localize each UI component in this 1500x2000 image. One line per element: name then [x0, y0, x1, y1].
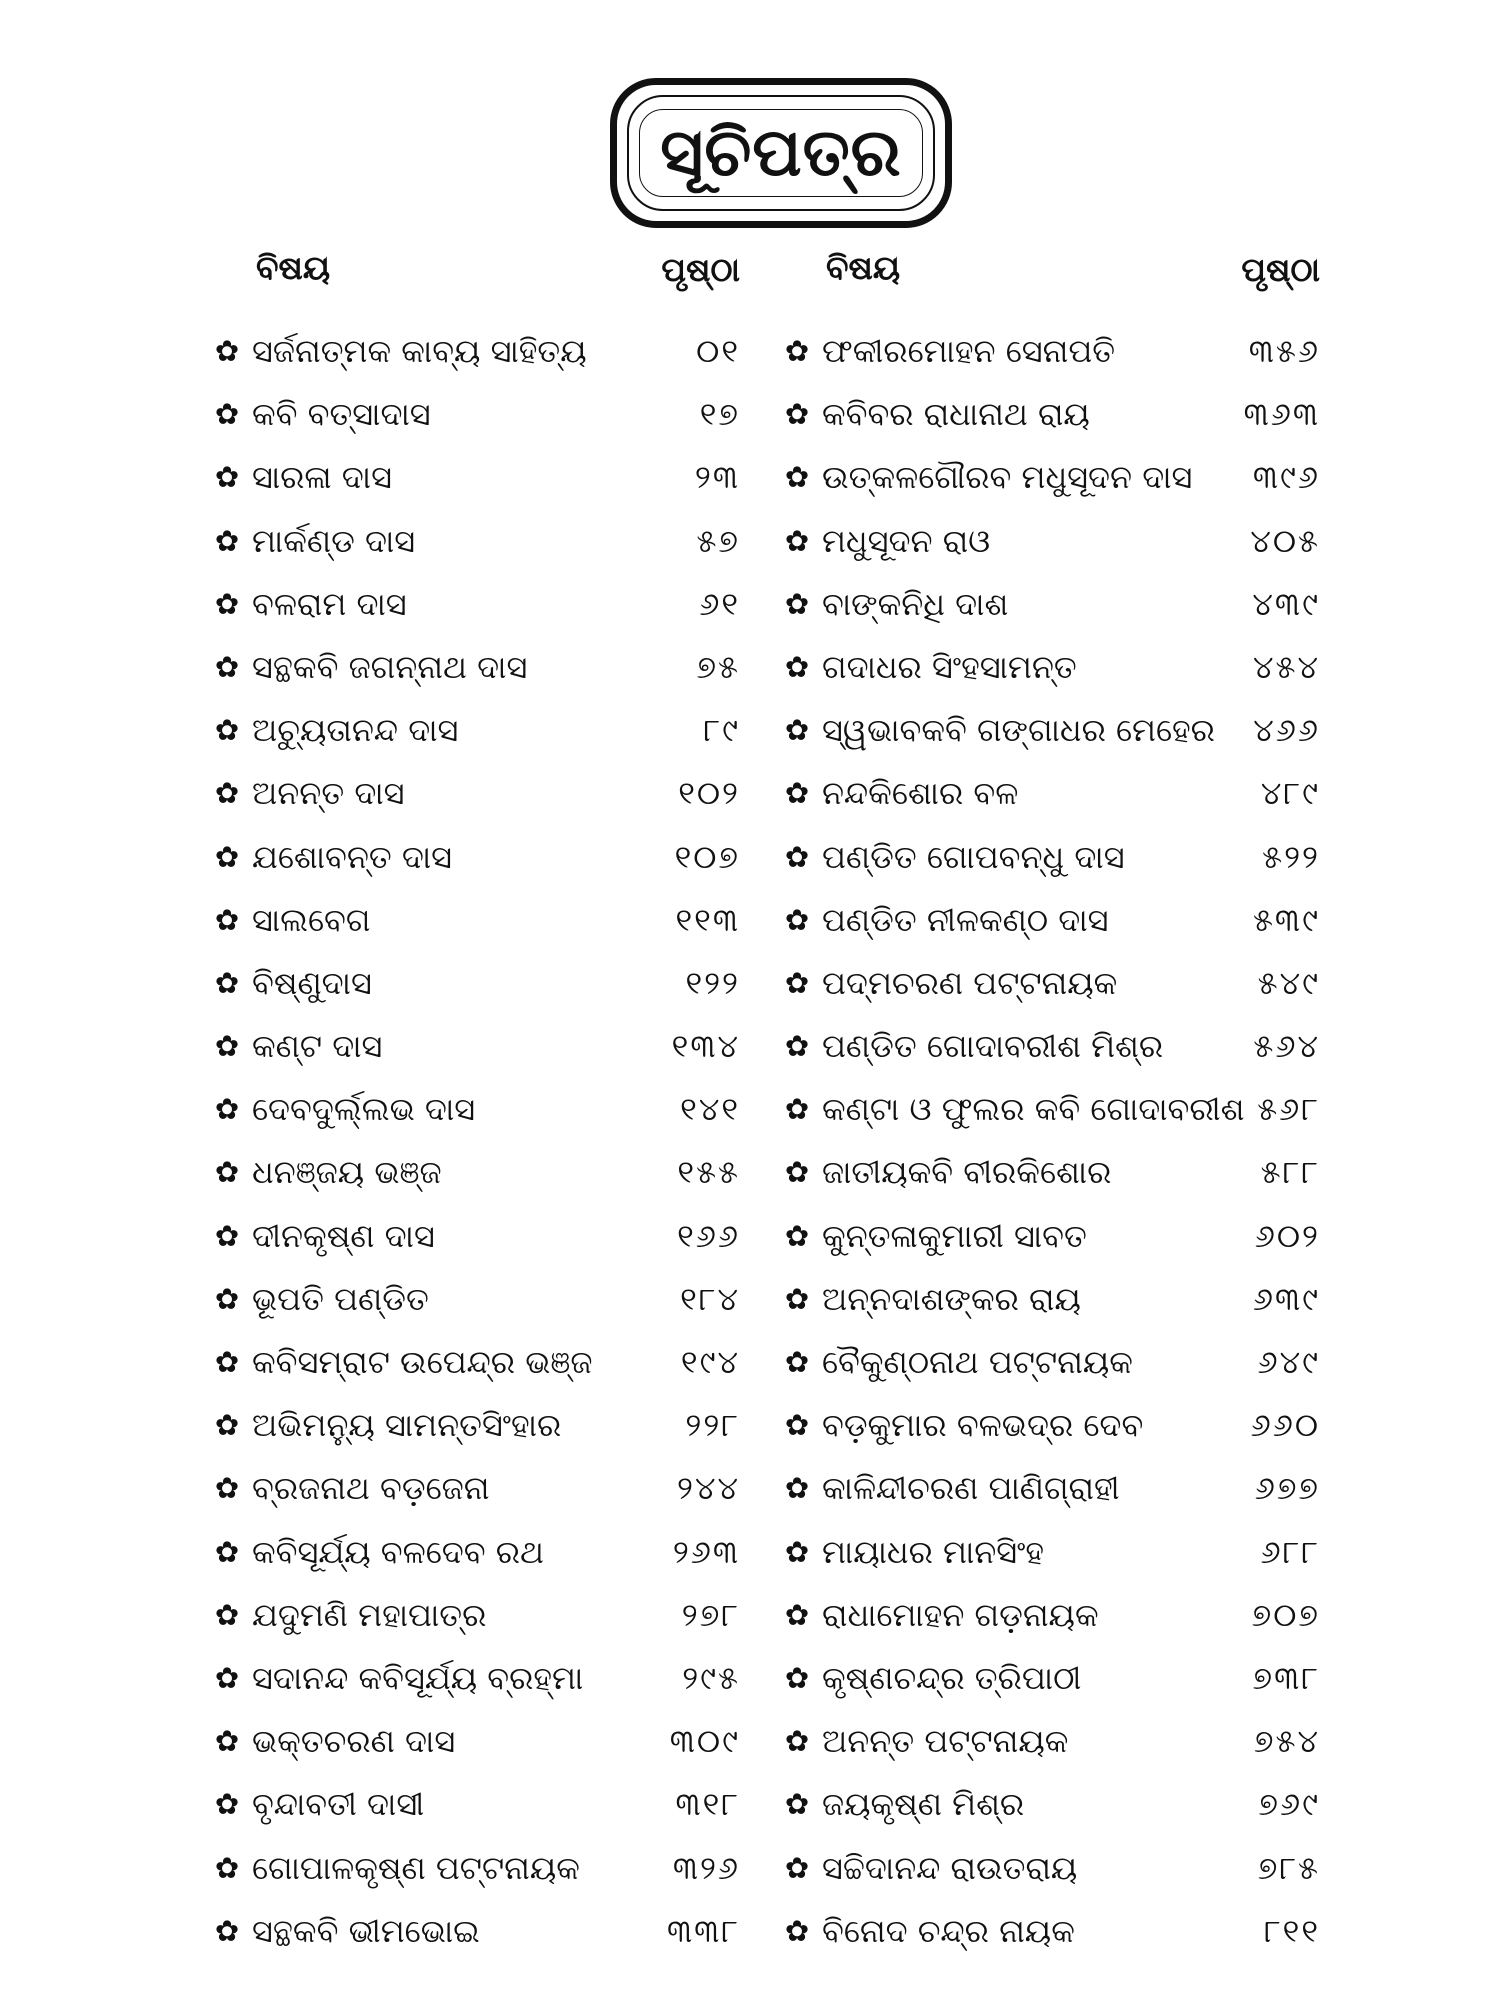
flower-bullet-icon: ✿ [214, 839, 240, 874]
page-number: ୨୪୪ [677, 1469, 740, 1508]
flower-bullet-icon: ✿ [784, 523, 810, 558]
flower-bullet-icon: ✿ [214, 1029, 240, 1064]
flower-bullet-icon: ✿ [784, 1471, 810, 1506]
list-item [210, 1205, 740, 1268]
entry-title: ମଧୁସୂଦନ ରାଓ [822, 521, 991, 560]
page-number: ୬୮୮ [1260, 1532, 1320, 1571]
flower-bullet-icon: ✿ [784, 1029, 810, 1064]
entry-title: ଗଦାଧର ସିଂହସାମନ୍ତ [822, 647, 1077, 686]
list-item [210, 1141, 740, 1204]
page-number: ୧୬୬ [677, 1216, 740, 1255]
entry-title: ଉତ୍କଳଗୌରବ ମଧୁସୂଦନ ଦାସ [822, 458, 1193, 497]
entry-title: ମାର୍କଣ୍ଡ ଦାସ [252, 521, 416, 560]
list-item [210, 699, 740, 762]
entry-title: ଯଶୋବନ୍ତ ଦାସ [252, 837, 453, 876]
entry-title: କଣ୍ଟ ଦାସ [252, 1027, 383, 1066]
flower-bullet-icon: ✿ [214, 334, 240, 368]
flower-bullet-icon: ✿ [784, 397, 810, 432]
flower-bullet-icon: ✿ [784, 1281, 810, 1316]
page-number: ୪୦୫ [1250, 521, 1320, 560]
list-item [780, 446, 1320, 509]
list-item [780, 1141, 1320, 1204]
list-item [780, 1900, 1320, 1963]
entry-title: ସଚ୍ଚିଦାନନ୍ଦ ରାଉତରାୟ [822, 1848, 1078, 1887]
entry-title: ସାଲବେଗ [252, 900, 371, 939]
entry-title: କୁନ୍ତଳାକୁମାରୀ ସାବତ [822, 1216, 1087, 1255]
entry-title: ମାୟାଧର ମାନସିଂହ [822, 1532, 1045, 1571]
page-number: ୩୦୯ [669, 1722, 740, 1761]
entry-title: ବିନୋଦ ଚନ୍ଦ୍ର ନାୟକ [822, 1911, 1075, 1950]
flower-bullet-icon: ✿ [784, 839, 810, 874]
flower-bullet-icon: ✿ [784, 902, 810, 937]
flower-bullet-icon: ✿ [214, 397, 240, 432]
page-number: ୫୮୮ [1260, 1153, 1320, 1192]
flower-bullet-icon: ✿ [214, 1471, 240, 1506]
list-item [210, 1900, 740, 1963]
entry-title: ବଡ଼କୁମାର ବଳଭଦ୍ର ଦେବ [822, 1406, 1144, 1445]
entry-title: କବିସମ୍ରାଟ ଉପେନ୍ଦ୍ର ଭଞ୍ଜ [252, 1343, 593, 1381]
page-number: ୩୫୬ [1248, 332, 1320, 370]
flower-bullet-icon: ✿ [784, 965, 810, 1000]
list-item [210, 510, 740, 573]
page-number: ୧୧୩ [675, 900, 740, 939]
entry-title: କବିବର ରାଧାନାଥ ରାୟ [822, 395, 1090, 434]
list-item [210, 1331, 740, 1394]
flower-bullet-icon: ✿ [784, 776, 810, 811]
list-item [210, 1394, 740, 1457]
list-item [210, 1078, 740, 1141]
entry-title: କବି ବତ୍ସାଦାସ [252, 395, 431, 434]
list-item [780, 1457, 1320, 1520]
list-item [210, 826, 740, 889]
page-number: ୧୨୨ [685, 963, 740, 1002]
flower-bullet-icon: ✿ [214, 1597, 240, 1632]
entry-title: ପଣ୍ଡିତ ଗୋଦାବରୀଶ ମିଶ୍ର [822, 1027, 1164, 1066]
page-number: ୨୨୮ [685, 1406, 740, 1445]
page-number: ୧୩୪ [671, 1027, 740, 1066]
page-number: ୬୩୯ [1252, 1279, 1320, 1318]
list-item [780, 889, 1320, 952]
page-number: ୮୯ [703, 711, 740, 750]
list-item [210, 446, 740, 509]
page-number: ୫୬୪ [1253, 1027, 1320, 1066]
subject-header: ବିଷୟ [256, 248, 331, 287]
page-number: ୧୦୭ [674, 837, 740, 876]
list-item [210, 320, 740, 383]
page-number: ୬୬୦ [1250, 1406, 1320, 1445]
flower-bullet-icon: ✿ [214, 1092, 240, 1127]
page-number: ୧୭ [699, 395, 740, 434]
entry-title: ବ୍ରଜନାଥ ବଡ଼ଜେନା [252, 1469, 490, 1508]
flower-bullet-icon: ✿ [784, 1345, 810, 1379]
list-item [210, 1584, 740, 1647]
list-item [210, 1773, 740, 1836]
list-item [210, 1015, 740, 1078]
flower-bullet-icon: ✿ [784, 1913, 810, 1948]
flower-bullet-icon: ✿ [784, 1408, 810, 1443]
flower-bullet-icon: ✿ [214, 460, 240, 495]
page-header: ପୃଷ୍ଠା [1241, 250, 1320, 289]
entry-title: କବିସୂର୍ଯ୍ୟ ବଳଦେବ ରଥ [252, 1532, 544, 1571]
flower-bullet-icon: ✿ [214, 1787, 240, 1822]
page-number: ୬୦୨ [1254, 1216, 1320, 1255]
page-number: ୧୮୪ [680, 1279, 740, 1318]
flower-bullet-icon: ✿ [214, 1660, 240, 1695]
entry-title: ସନ୍ଥକବି ଭୀମଭୋଇ [252, 1911, 480, 1950]
right-column [780, 248, 1320, 1963]
list-item [780, 1710, 1320, 1773]
flower-bullet-icon: ✿ [784, 1597, 810, 1632]
entry-title: ବାଙ୍କନିଧି ଦାଶ [822, 584, 1009, 623]
entry-title: ଫକୀରମୋହନ ସେନାପତି [822, 332, 1116, 370]
page-number: ୧୯୪ [680, 1343, 740, 1381]
flower-bullet-icon: ✿ [214, 1345, 240, 1379]
entry-title: ସାରଳା ଦାସ [252, 458, 392, 497]
page-number: ୨୭୮ [681, 1595, 740, 1634]
list-item [210, 1457, 740, 1520]
flower-bullet-icon: ✿ [214, 523, 240, 558]
flower-bullet-icon: ✿ [784, 1155, 810, 1190]
flower-bullet-icon: ✿ [784, 1787, 810, 1822]
entry-title: ଅଚ୍ୟୁତାନନ୍ଦ ଦାସ [252, 711, 459, 750]
entry-title: ପଦ୍ମଚରଣ ପଟ୍ଟନାୟକ [822, 963, 1118, 1002]
flower-bullet-icon: ✿ [784, 334, 810, 368]
entry-title: ଅନନ୍ତ ଦାସ [252, 774, 405, 813]
entry-title: ଧନଞ୍ଜୟ ଭଞ୍ଜ [252, 1153, 442, 1192]
entry-title: ସ୍ୱଭାବକବି ଗଙ୍ଗାଧର ମେହେର [822, 711, 1215, 750]
entry-title: କଣ୍ଟା ଓ ଫୁଲର କବି ଗୋଦାବରୀଶ [822, 1090, 1245, 1129]
right-entry-list [780, 320, 1320, 1963]
page-number: ୪୮୯ [1260, 774, 1320, 813]
flower-bullet-icon: ✿ [784, 1218, 810, 1253]
entry-title: ଗୋପାଳକୃଷ୍ଣ ପଟ୍ଟନାୟକ [252, 1848, 580, 1887]
page-title: ସୂଚିପତ୍ର [660, 113, 902, 191]
list-item [780, 1078, 1320, 1141]
entry-title: ଦେବଦୁର୍ଲ୍ଲଭ ଦାସ [252, 1090, 476, 1129]
page-number: ୬୪୯ [1257, 1343, 1320, 1381]
flower-bullet-icon: ✿ [784, 649, 810, 684]
list-item [210, 889, 740, 952]
list-item [780, 1268, 1320, 1331]
flower-bullet-icon: ✿ [214, 1408, 240, 1443]
flower-bullet-icon: ✿ [784, 1660, 810, 1695]
entry-title: ରାଧାମୋହନ ଗଡ଼ନାୟକ [822, 1595, 1099, 1634]
page-number: ୬୭୭ [1254, 1469, 1320, 1508]
entry-title: ବଳରାମ ଦାସ [252, 584, 407, 623]
flower-bullet-icon: ✿ [784, 460, 810, 495]
page-number: ୭୫ [696, 647, 740, 686]
page-header: ପୃଷ୍ଠା [661, 250, 740, 289]
entry-title: ଅନ୍ନଦାଶଙ୍କର ରାୟ [822, 1279, 1081, 1318]
flower-bullet-icon: ✿ [784, 1534, 810, 1569]
flower-bullet-icon: ✿ [784, 1724, 810, 1759]
flower-bullet-icon: ✿ [214, 1281, 240, 1316]
flower-bullet-icon: ✿ [214, 776, 240, 811]
flower-bullet-icon: ✿ [784, 1850, 810, 1885]
right-column-header [780, 248, 1320, 302]
entry-title: ସଦାନନ୍ଦ କବିସୂର୍ଯ୍ୟ ବ୍ରହ୍ମା [252, 1658, 584, 1697]
entry-title: ପଣ୍ଡିତ ନୀଳକଣ୍ଠ ଦାସ [822, 900, 1109, 939]
entry-title: ଅନନ୍ତ ପଟ୍ଟନାୟକ [822, 1722, 1069, 1761]
entry-title: ଜାତୀୟକବି ବୀରକିଶୋର [822, 1153, 1112, 1192]
flower-bullet-icon: ✿ [214, 965, 240, 1000]
page-number: ୪୩୯ [1252, 584, 1320, 623]
list-item [780, 1331, 1320, 1394]
list-item [210, 1837, 740, 1900]
flower-bullet-icon: ✿ [214, 1850, 240, 1885]
list-item [210, 762, 740, 825]
entry-title: ଯଦୁମଣି ମହାପାତ୍ର [252, 1595, 487, 1634]
flower-bullet-icon: ✿ [784, 1092, 810, 1127]
list-item [780, 383, 1320, 446]
flower-bullet-icon: ✿ [214, 1534, 240, 1569]
flower-bullet-icon: ✿ [214, 586, 240, 621]
entry-title: ଅଭିମନ୍ୟୁ ସାମନ୍ତସିଂହାର [252, 1406, 562, 1445]
flower-bullet-icon: ✿ [214, 1913, 240, 1948]
list-item [210, 573, 740, 636]
page-number: ୭୬୯ [1258, 1785, 1320, 1824]
page-number: ୨୯୫ [682, 1658, 740, 1697]
page-number: ୫୭ [696, 521, 740, 560]
page-number: ୪୬୬ [1253, 711, 1320, 750]
page-number: ୫୩୯ [1252, 900, 1320, 939]
list-item [780, 1647, 1320, 1710]
entry-title: ଦୀନକୃଷ୍ଣ ଦାସ [252, 1216, 435, 1255]
page-number: ୩୬୩ [1243, 395, 1320, 434]
list-item [780, 1584, 1320, 1647]
page-number: ୭୫୪ [1253, 1722, 1320, 1761]
entry-title: ବିଷ୍ଣୁଦାସ [252, 963, 372, 1002]
page-number: ୫୬୮ [1257, 1090, 1320, 1129]
page-number: ୧୦୨ [678, 774, 740, 813]
page-number: ୦୧ [696, 332, 740, 370]
list-item [780, 826, 1320, 889]
subject-header: ବିଷୟ [826, 248, 901, 287]
list-item [780, 320, 1320, 383]
page-number: ୨୩ [694, 458, 740, 497]
entry-title: କୃଷ୍ଣଚନ୍ଦ୍ର ତ୍ରିପାଠୀ [822, 1658, 1082, 1697]
flower-bullet-icon: ✿ [214, 649, 240, 684]
list-item [210, 636, 740, 699]
list-item [210, 1647, 740, 1710]
left-column [210, 248, 740, 1963]
left-entry-list [210, 320, 740, 1963]
entry-title: ନନ୍ଦକିଶୋର ବଳ [822, 774, 1019, 813]
flower-bullet-icon: ✿ [214, 1218, 240, 1253]
flower-bullet-icon: ✿ [214, 1724, 240, 1759]
page-number: ୧୪୧ [680, 1090, 740, 1129]
page-number: ୭୮୫ [1257, 1848, 1320, 1887]
flower-bullet-icon: ✿ [784, 586, 810, 621]
list-item [780, 1394, 1320, 1457]
entry-title: ସନ୍ଥକବି ଜଗନ୍ନାଥ ଦାସ [252, 647, 528, 686]
page-number: ୩୧୮ [675, 1785, 740, 1824]
flower-bullet-icon: ✿ [784, 713, 810, 748]
list-item [780, 952, 1320, 1015]
list-item [780, 510, 1320, 573]
list-item [780, 1205, 1320, 1268]
list-item [780, 1773, 1320, 1836]
list-item [780, 1521, 1320, 1584]
page-number: ୫୪୯ [1257, 963, 1320, 1002]
entry-title: ବୈକୁଣ୍ଠନାଥ ପଟ୍ଟନାୟକ [822, 1343, 1133, 1381]
list-item [780, 1015, 1320, 1078]
list-item [780, 1837, 1320, 1900]
page-number: ୩୩୮ [666, 1911, 740, 1950]
page-number: ୫୨୨ [1262, 837, 1320, 876]
page-number: ୪୫୪ [1253, 647, 1320, 686]
entry-title: ବୃନ୍ଦାବତୀ ଦାସୀ [252, 1785, 425, 1824]
entry-title: ସର୍ଜନାତ୍ମକ କାବ୍ୟ ସାହିତ୍ୟ [252, 332, 587, 370]
flower-bullet-icon: ✿ [214, 1155, 240, 1190]
list-item [210, 952, 740, 1015]
page-number: ୩୨୬ [672, 1848, 740, 1887]
list-item [780, 762, 1320, 825]
list-item [210, 1268, 740, 1331]
entry-title: ଭକ୍ତଚରଣ ଦାସ [252, 1722, 456, 1761]
list-item [210, 383, 740, 446]
page-number: ୩୯୬ [1252, 458, 1320, 497]
left-column-header [210, 248, 740, 302]
list-item [210, 1710, 740, 1773]
page-number: ୧୫୫ [677, 1153, 740, 1192]
entry-title: କାଳିନ୍ଦୀଚରଣ ପାଣିଗ୍ରାହୀ [822, 1469, 1120, 1508]
entry-title: ପଣ୍ଡିତ ଗୋପବନ୍ଧୁ ଦାସ [822, 837, 1125, 876]
page-number: ୬୧ [699, 584, 740, 623]
page-number: ୨୬୩ [672, 1532, 740, 1571]
list-item [780, 573, 1320, 636]
list-item [210, 1521, 740, 1584]
entry-title: ଜୟକୃଷ୍ଣ ମିଶ୍ର [822, 1785, 1025, 1824]
page-number: ୮୧୧ [1263, 1911, 1320, 1950]
flower-bullet-icon: ✿ [214, 713, 240, 748]
entry-title: ଭୂପତି ପଣ୍ଡିତ [252, 1279, 429, 1318]
list-item [780, 699, 1320, 762]
flower-bullet-icon: ✿ [214, 902, 240, 937]
page-number: ୭୩୮ [1252, 1658, 1320, 1697]
page-number: ୭୦୭ [1251, 1595, 1320, 1634]
title-frame [610, 78, 952, 228]
list-item [780, 636, 1320, 699]
